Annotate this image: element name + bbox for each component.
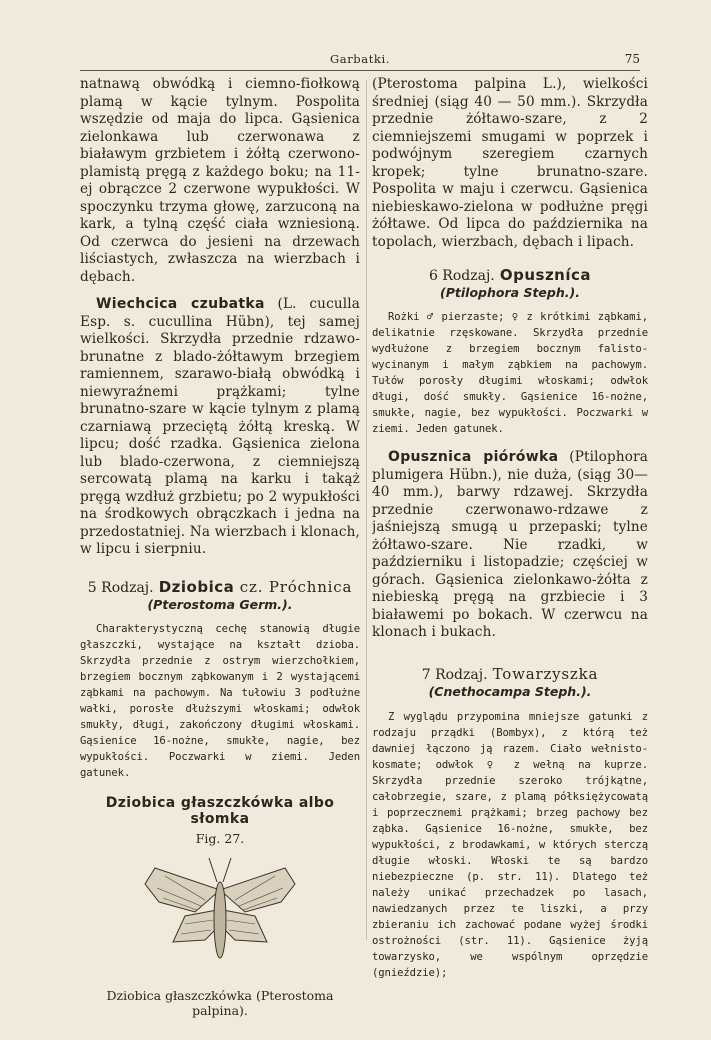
moth-illustration — [135, 850, 305, 982]
left-column — [80, 76, 360, 1018]
page-number: 75 — [624, 52, 640, 66]
section-number: 7 Rodzaj. — [421, 666, 488, 683]
species-name: Wiechcica czubatka — [96, 296, 265, 312]
section-heading — [80, 577, 360, 596]
species-heading: Dziobica głaszczkówka albo słomka — [105, 794, 335, 827]
header-rule — [80, 70, 640, 71]
section-name-alt: cz. Próchnica — [234, 577, 353, 596]
section-number: 6 Rodzaj. — [428, 268, 495, 284]
paragraph: Rożki ♂ pierzaste; ♀ z krótkimi ząbkami, delikatnie rzęskowane. Skrzydła przednie wydłużone z brzegiem bocznym falisto-wycinanym i małym ząbkiem na pachowym. Tułów porosły długimi włoskami; odwłok długi, dość smukły. Gąsienice 16-nożne, smukłe, nagie, bez wypukłości. Poczwarki w ziemi. Jeden gatunek. — [372, 311, 648, 435]
right-column — [372, 76, 648, 981]
species-text: (Ptilophora plumigera Hübn.), nie duża, (siąg 30—40 mm.), barwy rdzawej. Skrzydła przednie czerwonawo-rdzawe z jaśniejszą smugą u przepaski; tylne żółtawo-szare. Nie rzadki, w październiku i listopadzie; częściej w górach. Gąsienica zielonkawo-żółta z niebieską pręgą na grzbiecie i 3 białawemi po bokach. W czerwcu na klonach i bukach. — [372, 449, 648, 640]
species-name: Opusznica piórówka — [388, 449, 559, 465]
section-name: Dziobica — [158, 577, 235, 596]
section-number: 5 Rodzaj. — [87, 579, 154, 596]
paragraph — [372, 449, 648, 642]
species-text: (L. cucullа Esp. s. cucullina Hübn), tej samej wielkości. Skrzydła przednie rdzawo-brunatne z blado-żółtawym brzegiem ramiennem, szarawo-białą obwódką i niewyraźnemi prążkami; tylne brunatno-szare w kącie tylnym z plamą czarniawą przeciętą żółtą kreską. W lipcu; dość rzadka. Gąsienica zielona lub blado-czerwona, z ciemniejszą sercowatą plamą na karku i takąż pręgą wzdłuż grzbietu; po 2 wypukłości na środkowych obrączkach i jedna na przedostatniej. Na wierzbach i klonach, w lipcu i sierpniu. — [80, 296, 360, 557]
section-heading — [372, 265, 648, 284]
figure-label: Fig. 27. — [195, 830, 245, 846]
genus-name: (Pterostoma Germ.). — [147, 596, 293, 612]
section-name: Towarzyszka — [492, 664, 599, 683]
paragraph: natnawą obwódką i ciemno-fiołkową plamą w kącie tylnym. Pospolita wszędzie od maja do lipca. Gąsienica zielonkawa lub czerwonawa z białawym grzbietem i żółtą czerwono-plamistą pręgą z każdego boku; na 11-ej obrączce 2 czerwone wypukłości. W spoczynku trzyma głowę, zarzuconą na kark, a tylną część ciała wzniesioną. Od czerwca do jesieni na drzewach liściastych, zwłaszcza na wierzbach i dębach. — [80, 76, 360, 285]
section-name: Opuszníca — [499, 266, 592, 284]
page-header — [80, 52, 640, 70]
column-divider — [366, 80, 367, 940]
paragraph: Z wyglądu przypomina mniejsze gatunki z rodzaju prządki (Bombyx), z którą też dawniej łączono ją razem. Ciało wełnisto-kosmate; odwłok ♀ z wełną na kuprze. Skrzydła przednie szeroko trójkątne, całobrzegie, szare, z plamą półksiężycowatą i poprzecznemi prążkami; brzeg pachowy bez ząbka. Gąsienice 16-nożne, smukłe, bez wypukłości, z brodawkami, w których sterczą długie włoski. Włoski te są bardzo niebezpieczne (p. str. 11). Dlatego też należy unikać przechadzek po lasach, nawiedzanych przez te liszki, a przy zbieraniu ich zachować podane wyżej środki ostrożności (str. 11). Gąsienice żyją towarzysko, we wspólnym oprzędzie (gnieździe); — [372, 710, 648, 979]
paragraph: Charakterystyczną cechę stanowią długie głaszczki, wystające na kształt dzioba. Skrzydła przednie z ostrym wierzchołkiem, brzegiem bocznym ząbkowanym i 2 wystającemi ząbkami na pachowym. Na tułowiu 3 podłużne wałki, porosłe dłuższymi włoskami; odwłok smukły, długi, zakończony długimi włoskami. Gąsienice 16-nożne, smukłe, nagie, bez wypukłości. Poczwarki w ziemi. Jeden gatunek. — [80, 622, 360, 779]
section-heading — [372, 664, 648, 683]
paragraph — [80, 296, 360, 559]
paragraph: (Pterostoma palpina L.), wielkości średniej (siąg 40 — 50 mm.). Skrzydła przednie żółtawo-szare, z 2 ciemniejszemi smugami w poprzek i podwójnym szeregiem czarnych kropek; tylne brunatno-szare. Pospolita w maju i czerwcu. Gąsienica niebieskawo-zielona w podłużne pręgi żółtawe. Od lipca do października na topolach, wierzbach, dębach i lipach. — [372, 76, 648, 250]
figure-caption: Dziobica głaszczkówka (Pterostoma palpina). — [106, 987, 334, 1018]
genus-name: (Cnethocampa Steph.). — [428, 683, 592, 699]
running-title: Garbatki. — [329, 52, 391, 66]
genus-name: (Ptilophora Steph.). — [440, 285, 580, 300]
